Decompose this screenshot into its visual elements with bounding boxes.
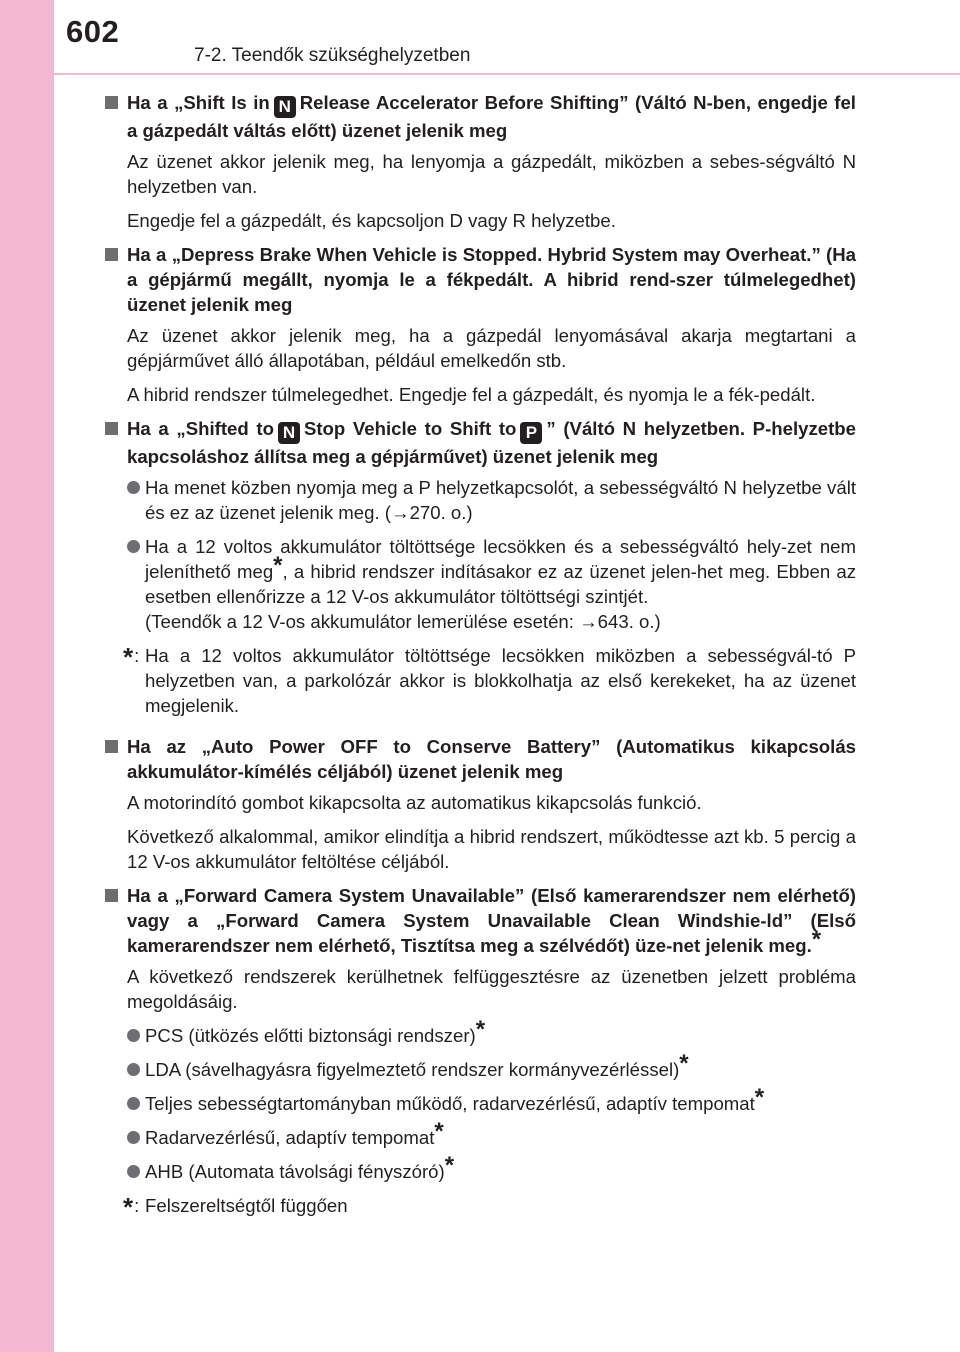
list-item: Ha a 12 voltos akkumulátor töltöttsége lecsökken és a sebességváltó hely-zet nem jeleníthető meg*, a hibrid rendszer indításakor ez az üzenet jelen-het meg. Ebben az esetben ellenőrizze a 12 V-os akkumulátor töltöttségi szintjét. (Teendők a 12 V-os akkumulátor lemerülése esetén: →643. o.)	[104, 534, 856, 634]
footnote: *: Ha a 12 voltos akkumulátor töltöttsége lecsökken miközben a sebességvál-tó P helyzetben van, a parkolózár akkor is blokkolhatja az első kerekeket, ha az üzenet megjelenik.	[123, 642, 856, 716]
footnote-marker: *	[434, 1118, 444, 1145]
section-shift-n	[104, 90, 856, 233]
footnote-marker: *	[811, 926, 822, 953]
footnote-marker: *	[754, 1084, 765, 1111]
list-item: LDA (sávelhagyásra figyelmeztető rendszer kormányvezérléssel)*	[104, 1057, 856, 1082]
paragraph: Az üzenet akkor jelenik meg, ha a gázpedál lenyomásával akarja megtartani a gépjárművet álló állapotában, például emelkedőn stb.	[127, 325, 856, 371]
round-bullet-icon	[127, 1029, 140, 1042]
paragraph: A következő rendszerek kerülhetnek felfüggesztésre az üzenetben jelzett probléma megoldásáig.	[127, 966, 856, 1012]
square-bullet-icon	[105, 96, 118, 109]
p-key-icon: P	[520, 422, 542, 444]
n-key-icon: N	[278, 422, 300, 444]
list-item: Ha menet közben nyomja meg a P helyzetkapcsolót, a sebességváltó N helyzetbe vált és ez az üzenet jelenik meg. (→270. o.)	[104, 475, 856, 525]
section-auto-power-off	[104, 734, 856, 874]
n-key-icon: N	[274, 96, 296, 118]
section-title: Ha a „Depress Brake When Vehicle is Stopped. Hybrid System may Overheat.” (Ha a gépjármű megállt, nyomja le a fékpedált. A hibrid rend-szer túlmelegedhet) üzenet jelenik meg	[104, 242, 856, 317]
round-bullet-icon	[127, 1097, 140, 1110]
square-bullet-icon	[105, 740, 118, 753]
round-bullet-icon	[127, 540, 140, 553]
round-bullet-icon	[127, 1165, 140, 1178]
square-bullet-icon	[105, 889, 118, 902]
page-header	[54, 0, 960, 72]
square-bullet-icon	[105, 248, 118, 261]
list-item: Radarvezérlésű, adaptív tempomat*	[104, 1125, 856, 1150]
section-title: Ha az „Auto Power OFF to Conserve Battery” (Automatikus kikapcsolás akkumulátor-kímélés céljából) üzenet jelenik meg	[104, 734, 856, 784]
section-forward-camera	[104, 883, 856, 1222]
list-item: PCS (ütközés előtti biztonsági rendszer)*	[104, 1023, 856, 1048]
footnote-marker: *	[475, 1016, 486, 1043]
round-bullet-icon	[127, 481, 140, 494]
list-item: Teljes sebességtartományban működő, radarvezérlésű, adaptív tempomat*	[104, 1091, 856, 1116]
section-depress-brake	[104, 242, 856, 407]
side-color-strip	[0, 0, 54, 1352]
list-item: AHB (Automata távolsági fényszóró)*	[104, 1159, 856, 1184]
paragraph: A hibrid rendszer túlmelegedhet. Engedje fel a gázpedált, és nyomja le a fék-pedált.	[127, 384, 816, 405]
section-shifted-to-n	[104, 416, 856, 718]
footnote-marker: *	[273, 552, 283, 579]
footnote-marker: *	[444, 1152, 455, 1179]
page-number: 602	[66, 14, 120, 49]
paragraph: Következő alkalommal, amikor elindítja a hibrid rendszert, működtesse azt kb. 5 percig a 12 V-os akkumulátor feltöltése céljából.	[127, 826, 856, 872]
paragraph: A motorindító gombot kikapcsolta az automatikus kikapcsolás funkció.	[127, 792, 702, 813]
header-rule	[54, 73, 960, 75]
chapter-title: 7-2. Teendők szükséghelyzetben	[194, 45, 471, 66]
footnote-marker: *	[679, 1050, 689, 1077]
footnote: *: Felszereltségtől függően	[123, 1192, 348, 1222]
section-title: Ha a „Shift Is in N Release Accelerator Before Shifting” (Váltó N-ben, engedje fel a gázpedált váltás előtt) üzenet jelenik meg	[104, 90, 856, 143]
paragraph: Engedje fel a gázpedált, és kapcsoljon D vagy R helyzetbe.	[127, 210, 616, 231]
square-bullet-icon	[105, 422, 118, 435]
round-bullet-icon	[127, 1063, 140, 1076]
round-bullet-icon	[127, 1131, 140, 1144]
section-title: Ha a „Forward Camera System Unavailable” (Első kamerarendszer nem elérhető) vagy a „Forward Camera System Unavailable Clean Windshie-ld” (Első kamerarendszer nem elérhető, Tisztítsa meg a szélvédőt) üze-net jelenik meg.*	[104, 883, 856, 958]
section-title: Ha a „Shifted to N Stop Vehicle to Shift to P ” (Váltó N helyzetben. P-helyzetbe kapcsoláshoz állítsa meg a gépjárművet) üzenet jelenik meg	[104, 416, 856, 469]
paragraph: Az üzenet akkor jelenik meg, ha lenyomja a gázpedált, miközben a sebes-ségváltó N helyzetben van.	[127, 151, 856, 197]
page-content	[104, 90, 856, 1227]
